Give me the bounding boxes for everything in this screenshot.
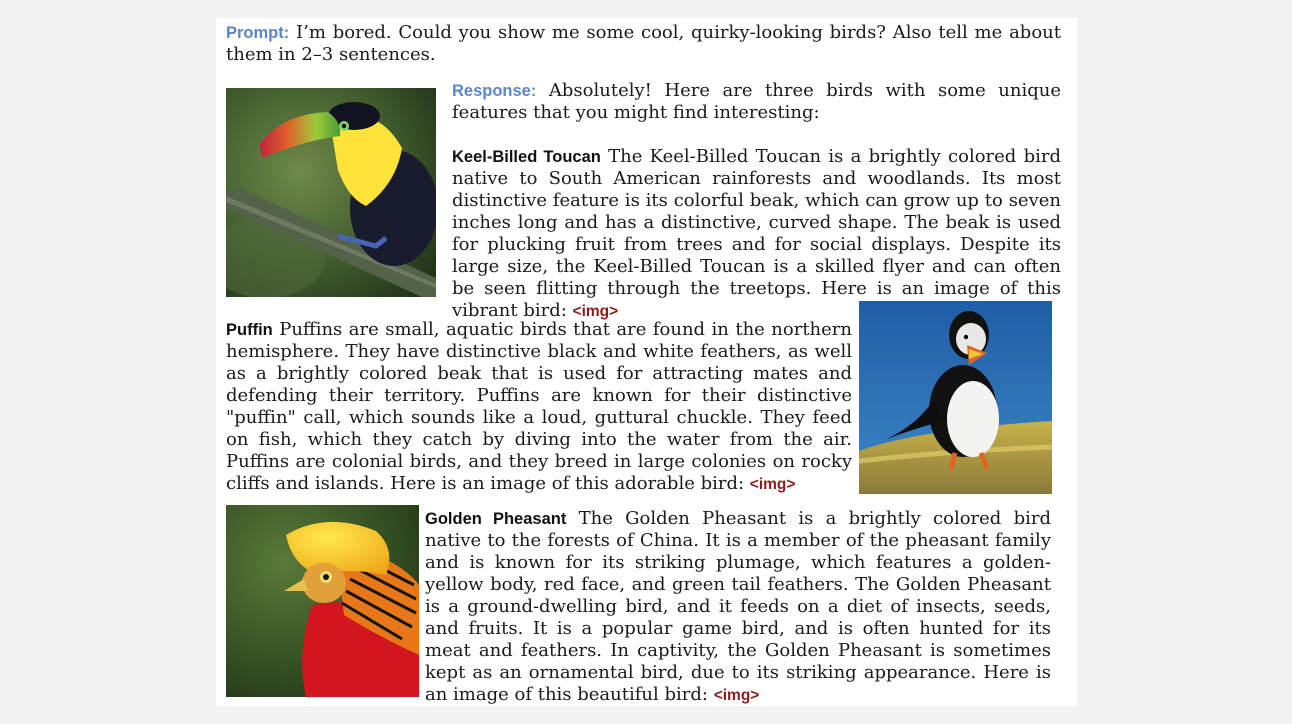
prompt-text: I’m bored. Could you show me some cool, quirky-looking birds? Also tell me about them in 2–3 sentences.	[226, 22, 1061, 65]
golden-pheasant-img-tag: <img>	[713, 687, 760, 704]
puffin-photo	[859, 301, 1052, 494]
puffin-text: Puffins are small, aquatic birds that are found in the northern hemisphere. They have distinctive black and white feathers, as well as a brightly colored beak that is used for attracting mates and defending their territory. Puffins are known for their distinctive "puffin" call, which sounds like a loud, guttural chuckle. They feed on fish, which they catch by diving into the water from the air. Puffins are colonial birds, and they breed in large colonies on rocky cliffs and islands. Here is an image of this adorable bird:	[226, 319, 852, 494]
golden-pheasant-name: Golden Pheasant	[425, 510, 567, 528]
response-intro-text: Absolutely! Here are three birds with some unique features that you might find interesting:	[452, 80, 1061, 123]
toucan-img-tag: <img>	[572, 303, 619, 320]
golden-pheasant-text: The Golden Pheasant is a brightly colored bird native to the forests of China. It is a member of the pheasant family and is known for its striking plumage, which features a golden-yellow body, red face, and green tail feathers. The Golden Pheasant is a ground-dwelling bird, and it feeds on a diet of insects, seeds, and fruits. It is a popular game bird, and is often hunted for its meat and feathers. In captivity, the Golden Pheasant is sometimes kept as an ornamental bird, due to its striking appearance. Here is an image of this beautiful bird:	[425, 508, 1051, 705]
toucan-text: The Keel-Billed Toucan is a brightly colored bird native to South American rainforests and woodlands. Its most distinctive feature is its colorful beak, which can grow up to seven inches long and has a distinctive, curved shape. The beak is used for plucking fruit from trees and for social displays. Despite its large size, the Keel-Billed Toucan is a skilled flyer and can often be seen flitting through the treetops. Here is an image of this vibrant bird:	[452, 146, 1061, 321]
response-intro	[452, 80, 1061, 124]
puffin-name: Puffin	[226, 321, 273, 339]
toucan-paragraph	[452, 146, 1061, 323]
paper-figure	[216, 18, 1077, 706]
response-label: Response:	[452, 82, 537, 100]
prompt-block	[226, 22, 1061, 66]
golden-pheasant-paragraph	[425, 508, 1051, 707]
prompt-label: Prompt:	[226, 24, 290, 42]
toucan-name: Keel-Billed Toucan	[452, 148, 601, 166]
puffin-paragraph	[226, 319, 852, 496]
toucan-photo	[226, 88, 436, 297]
golden-pheasant-photo	[226, 505, 419, 697]
puffin-img-tag: <img>	[749, 476, 796, 493]
